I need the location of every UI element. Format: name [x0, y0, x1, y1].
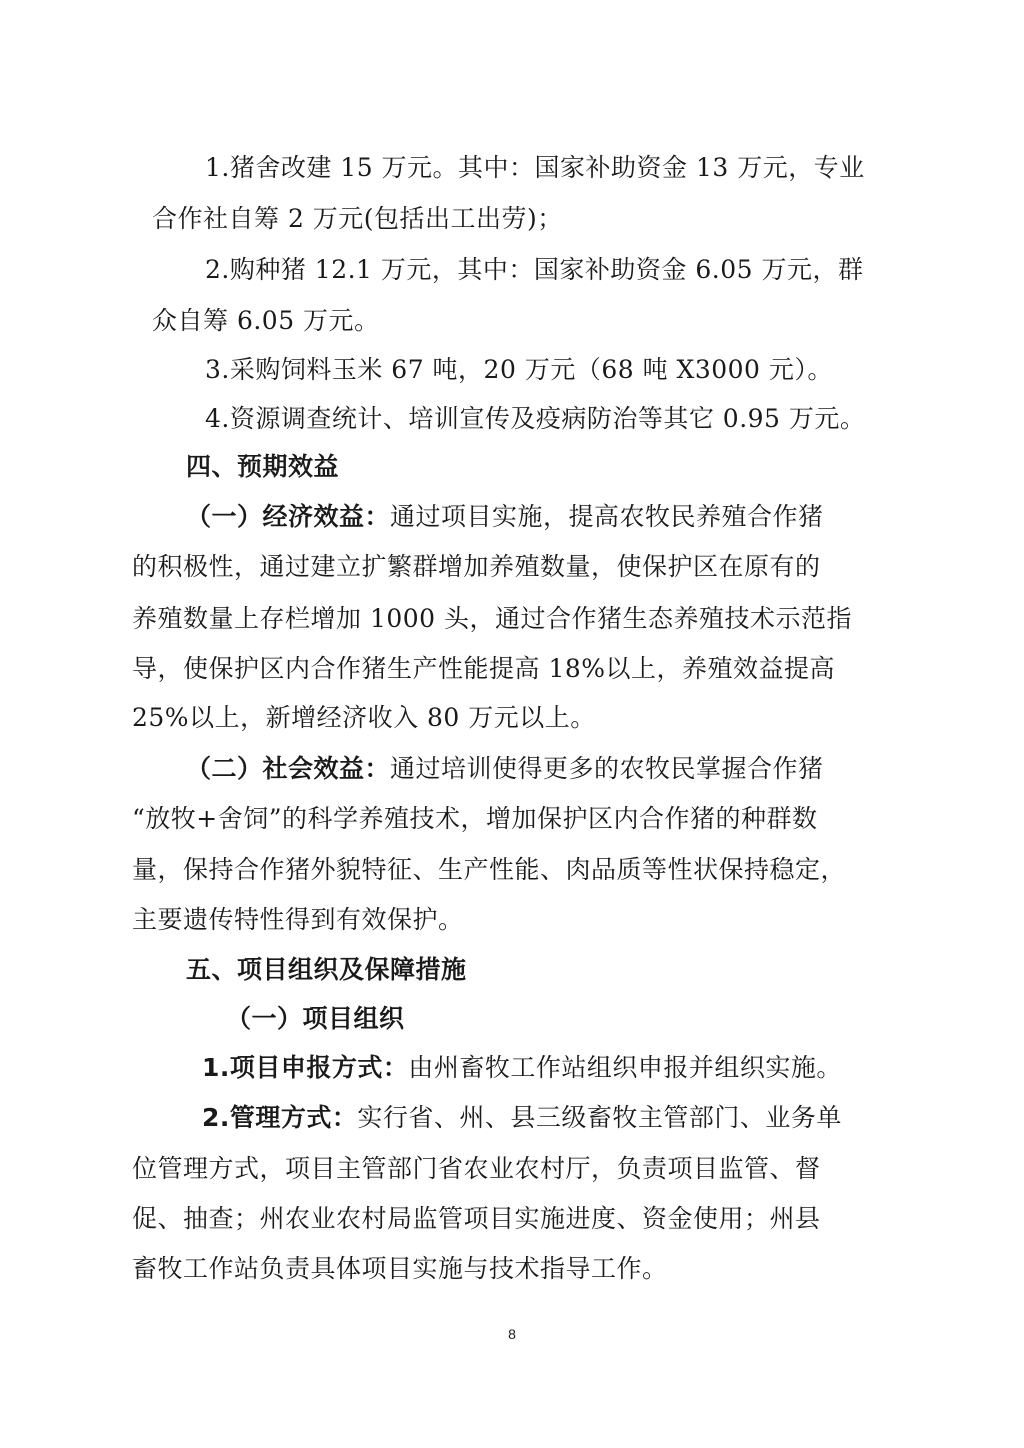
management-method-label: 2.管理方式： — [202, 1103, 358, 1132]
social-benefit-line-1: （二）社会效益：通过培训使得更多的农牧民掌握合作猪 — [186, 754, 824, 783]
economic-benefit-line-2: 的积极性，通过建立扩繁群增加养殖数量，使保护区在原有的 — [132, 552, 821, 581]
economic-benefit-line-3: 养殖数量上存栏增加 1000 头，通过合作猪生态养殖技术示范指 — [132, 604, 853, 633]
social-benefit-line-2: “放牧+舍饲”的科学养殖技术，增加保护区内合作猪的种群数 — [132, 804, 818, 833]
economic-benefit-line-4: 导，使保护区内合作猪生产性能提高 18%以上，养殖效益提高 — [132, 654, 836, 683]
social-benefit-line-4: 主要遗传特性得到有效保护。 — [132, 905, 464, 934]
management-method-line-2: 位管理方式，项目主管部门省农业农村厅，负责项目监管、督 — [132, 1154, 821, 1183]
management-method-line-4: 畜牧工作站负责具体项目实施与技术指导工作。 — [132, 1254, 668, 1283]
section-5-heading: 五、项目组织及保障措施 — [186, 955, 467, 984]
budget-item-1-line-1: 1.猪舍改建 15 万元。其中：国家补助资金 13 万元，专业 — [205, 153, 865, 182]
declaration-method-line: 1.项目申报方式：由州畜牧工作站组织申报并组织实施。 — [202, 1053, 842, 1082]
section-4-heading: 四、预期效益 — [186, 452, 340, 481]
page-number: 8 — [508, 1326, 516, 1342]
economic-benefit-line-5: 25%以上，新增经济收入 80 万元以上。 — [132, 703, 596, 732]
budget-item-4: 4.资源调查统计、培训宣传及疫病防治等其它 0.95 万元。 — [205, 404, 866, 433]
budget-item-2-line-2: 众自筹 6.05 万元。 — [152, 306, 380, 335]
social-benefit-line-3: 量，保持合作猪外貌特征、生产性能、肉品质等性状保持稳定， — [132, 855, 847, 884]
management-method-line-1: 2.管理方式：实行省、州、县三级畜牧主管部门、业务单 — [202, 1103, 842, 1132]
social-benefit-label: （二）社会效益： — [186, 754, 391, 783]
management-method-line-3: 促、抽查；州农业农村局监管项目实施进度、资金使用；州县 — [132, 1204, 821, 1233]
economic-benefit-line-1: （一）经济效益：通过项目实施，提高农牧民养殖合作猪 — [186, 502, 824, 531]
project-organization-heading: （一）项目组织 — [226, 1004, 405, 1033]
budget-item-1-line-2: 合作社自筹 2 万元(包括出工出劳)； — [152, 204, 563, 233]
economic-benefit-label: （一）经济效益： — [186, 502, 391, 531]
declaration-method-label: 1.项目申报方式： — [202, 1053, 409, 1082]
budget-item-2-line-1: 2.购种猪 12.1 万元，其中：国家补助资金 6.05 万元，群 — [205, 255, 864, 284]
budget-item-3: 3.采购饲料玉米 67 吨，20 万元（68 吨 X3000 元）。 — [205, 355, 833, 384]
